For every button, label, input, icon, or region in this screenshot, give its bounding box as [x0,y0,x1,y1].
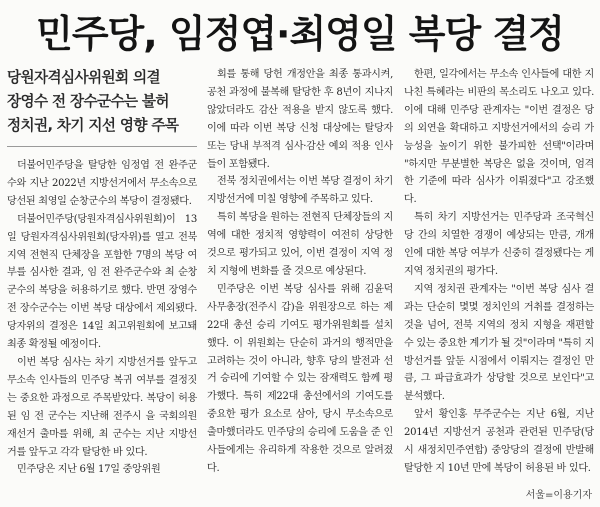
article-paragraph: 한편, 일각에서는 무소속 인사들에 대한 지나친 특혜라는 비판의 목소리도 나오고 있다. 이에 대해 민주당 관계자는 "이번 결정은 당의 외연을 확대하고 지방선거에서의 승리 가능성을 높이기 위한 불가피한 선택"이라며 "하지만 무분별한 복당은 없을 것이며, 엄격한 기준에 따라 심사가 이뤄졌다"고 강조했다. [404,69,594,206]
article-paragraph: 민주당은 이번 복당 심사를 위해 김윤덕 사무총장(전주시 갑)을 위원장으로 하는 제22대 총선 승리 기여도 평가위원회를 설치했다. 이 위원회는 단순히 과거의 행적만을 고려하는 것이 아니라, 향후 당의 발전과 선거 승리에 기여할 수 있는 잠재력도 함께 평가했다. 특히 제22대 총선에서의 기여도를 중요한 평가 요소로 삼아, 당시 무소속으로 출마했더라도 민주당의 승리에 도움을 준 인사들에게는 유리하게 작용한 것으로 알려졌다. [207,283,393,474]
article-paragraph: 민주당은 지난 6월 17일 중앙위원 [17,464,161,476]
article-paragraph: 특히 차기 지방선거는 민주당과 조국혁신당 간의 치열한 경쟁이 예상되는 만큼, 개개인에 대한 복당 여부가 신중히 결정됐다는 게 지역 정치권의 평가다. [404,212,594,277]
article-paragraph: 더불어민주당을 탈당한 임정엽 전 완주군수와 지난 2022년 지방선거에서 무소속으로 당선된 최영일 순창군수의 복당이 결정됐다. [7,160,197,207]
subheadline-line: 정치권, 차기 지선 영향 주목 [7,117,179,134]
reporter-credit: 서울=이용기자 [522,486,592,501]
article-paragraph: 회를 통해 당헌 개정안을 최종 통과시켜, 공천 과정에 불복해 탈당한 후 8년이 지나지 않았더라도 감산 적용을 받지 않도록 했다. 이에 따라 이번 복당 신청 대상에는 탈당자 또는 당내 부적격 심사·감산 예외 적용 인사들이 포함됐다. [207,69,393,170]
article-paragraph: 앞서 황인홍 무주군수는 지난 6월, 지난 2014년 지방선거 공천과 관련된 민주당(당시 새정치민주연합) 중앙당의 결정에 반발해 탈당한 지 10년 만에 복당이 허용된 바 있다. [404,409,594,474]
subheadline-line: 당원자격심사위원회 의결 [7,69,160,86]
subheadline-line: 장영수 전 장수군수는 불허 [7,93,169,110]
article-paragraph: 더불어민주당(당원자격심사위원회)이 13일 당원자격심사위원회(당자위)를 열고 전북 지역 전현직 단체장을 포함한 7명의 복당 여부를 심사한 결과, 임 전 완주군수와 최 순창군수의 복당을 허용하기로 했다. 반면 장영수 전 장수군수는 이번 복당 대상에서 제외됐다. 당자위의 결정은 14일 최고위원회에 보고돼 최종 확정될 예정이다. [7,213,197,351]
article-paragraph: 전북 정치권에서는 이번 복당 결정이 차기 지방선거에 미칠 영향에 주목하고 있다. [207,176,393,206]
article-paragraph: 이번 복당 심사는 차기 지방선거를 앞두고 무소속 인사들의 민주당 복귀 여부를 결정짓는 중요한 과정으로 주목받았다. 복당이 허용된 임 전 군수는 지난해 전주시 을 국회의원 재선거 출마를 위해, 최 군수는 지난 지방선거를 앞두고 각각 탈당한 바 있다. [7,356,197,458]
article-column-2 [207,66,393,497]
article-column-3 [404,66,594,497]
subheadline [7,66,197,147]
headline: 민주당, 임정엽·최영일 복당 결정 [36,11,564,56]
article-column-1 [7,66,197,497]
article-paragraph: 특히 복당을 원하는 전현직 단체장들의 지역에 대한 정치적 영향력이 여전히 상당한 것으로 평가되고 있어, 이번 결정이 지역 정치 지형에 변화를 줄 것으로 예상된다. [207,212,393,277]
article-paragraph: 지역 정치권 관계자는 "이번 복당 심사 결과는 단순히 몇몇 정치인의 거취를 결정하는 것을 넘어, 전북 지역의 정치 지형을 재편할 수 있는 중요한 계기가 될 것"이라며 "특히 지방선거를 앞둔 시점에서 이뤄지는 결정인 만큼, 그 파급효과가 상당할 것으로 보인다"고 분석했다. [404,283,594,403]
